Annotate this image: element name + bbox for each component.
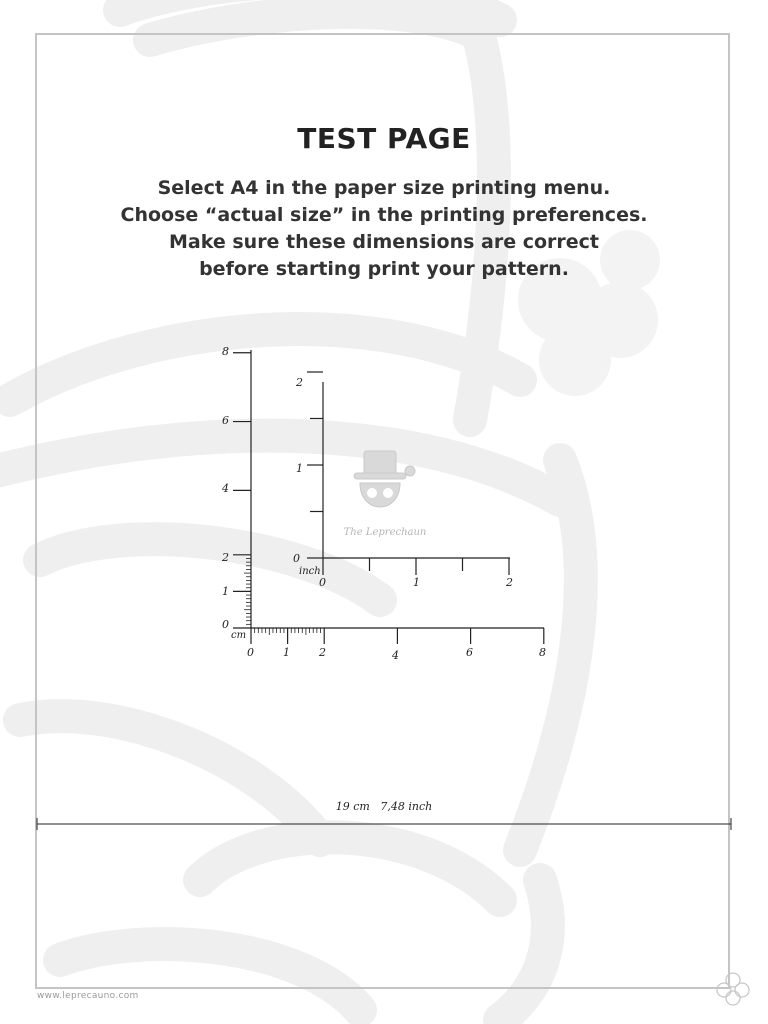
cm-v-label-6: 6 xyxy=(222,414,229,427)
cm-h-label-4: 4 xyxy=(392,649,399,662)
instruction-line: Make sure these dimensions are correct xyxy=(169,231,599,253)
instruction-line: before starting print your pattern. xyxy=(199,258,569,280)
cm-h-label-6: 6 xyxy=(466,646,473,659)
cm-v-label-1: 1 xyxy=(222,585,229,598)
width-measure-line xyxy=(37,818,731,830)
cm-v-label-2: 2 xyxy=(222,551,229,564)
cm-v-label-8: 8 xyxy=(222,345,229,358)
inch-v-label-2: 2 xyxy=(296,376,303,389)
cm-v-label-0: 0 xyxy=(222,618,229,631)
cm-h-label-2: 2 xyxy=(319,646,326,659)
page-title: TEST PAGE xyxy=(297,122,471,155)
inch-unit-label: inch xyxy=(299,566,321,577)
leprechaun-skull-logo xyxy=(340,445,430,545)
cm-h-label-8: 8 xyxy=(539,646,546,659)
cm-h-label-0: 0 xyxy=(247,646,254,659)
logo-text: The Leprechaun xyxy=(343,527,427,538)
width-measure-label: 19 cm 7,48 inch xyxy=(335,800,433,813)
instruction-line: Select A4 in the paper size printing menu. xyxy=(157,177,611,199)
clover-icon xyxy=(712,968,754,1010)
cm-h-label-1: 1 xyxy=(283,646,290,659)
inch-h-label-1: 1 xyxy=(413,576,420,589)
cm-v-label-4: 4 xyxy=(222,482,229,495)
inch-h-label-0: 0 xyxy=(319,576,326,589)
cm-unit-label: cm xyxy=(231,630,247,641)
inch-v-label-0: 0 xyxy=(293,552,300,565)
instruction-line: Choose “actual size” in the printing preferences. xyxy=(120,204,648,226)
inch-v-label-1: 1 xyxy=(296,462,303,475)
footer-url: www.leprecauno.com xyxy=(37,991,139,1001)
inch-h-label-2: 2 xyxy=(506,576,513,589)
